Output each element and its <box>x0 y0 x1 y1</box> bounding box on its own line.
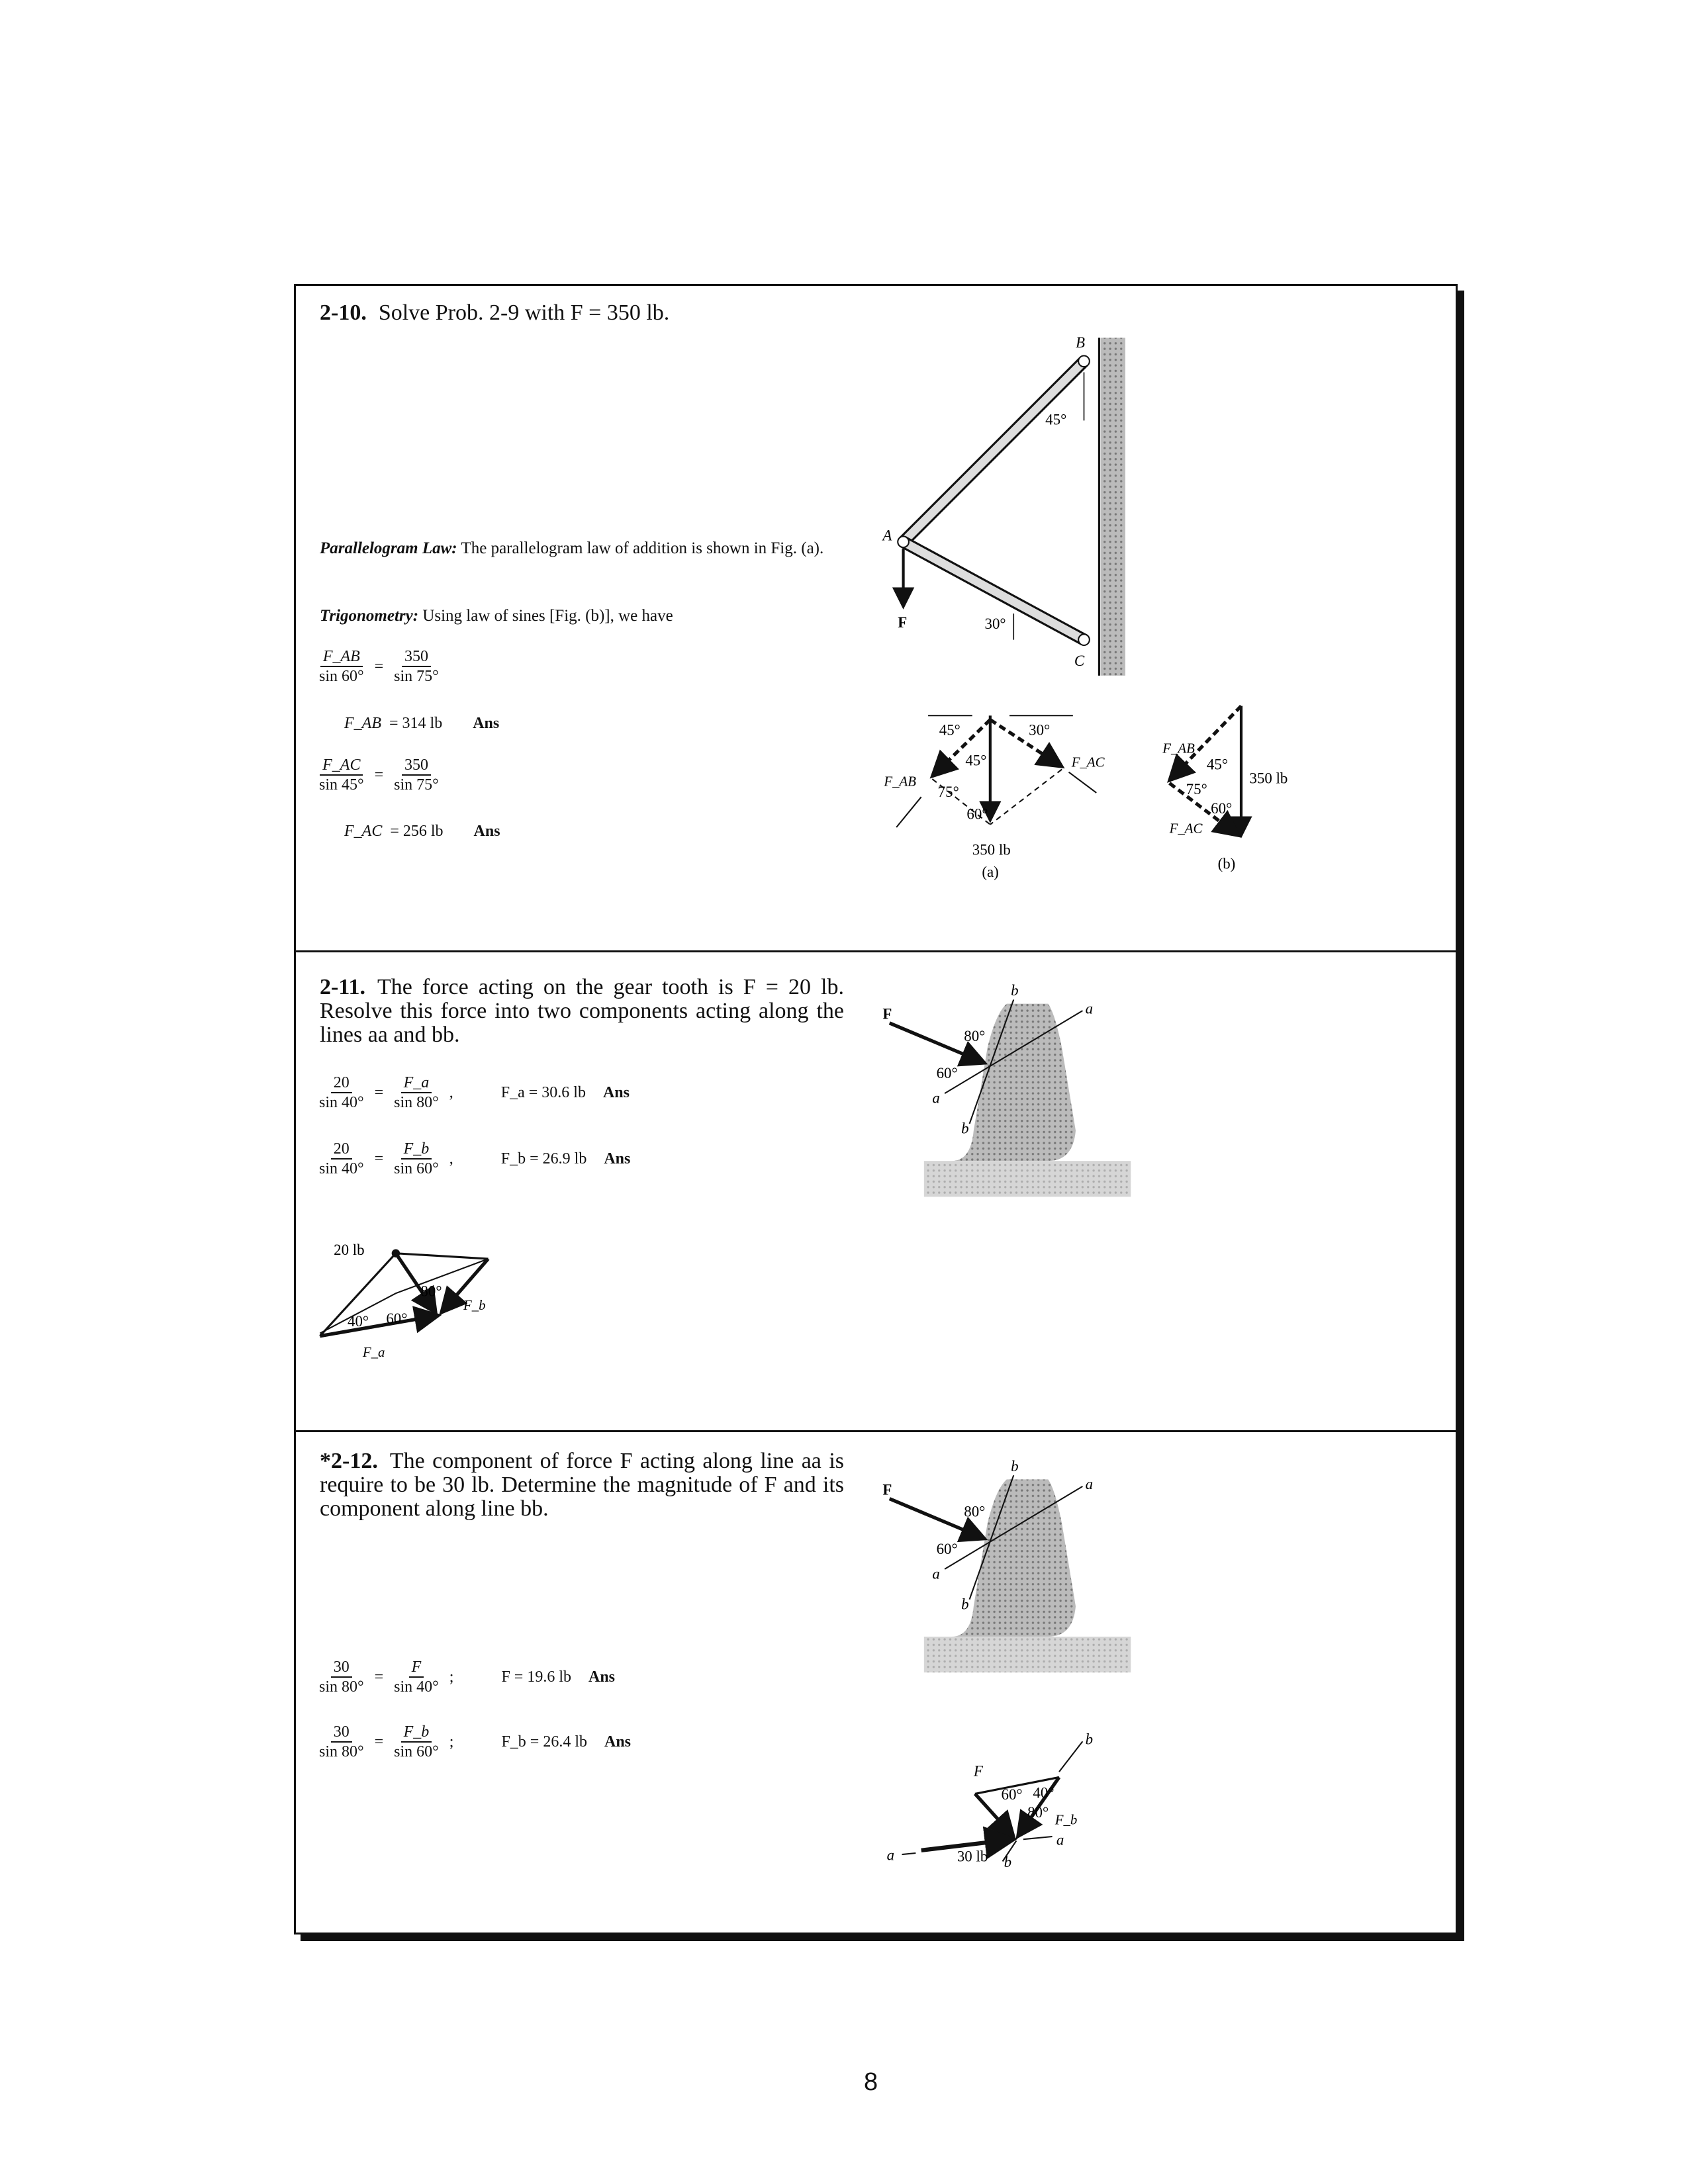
numerator: F_AC <box>320 756 363 776</box>
label-a: a <box>1056 1831 1064 1848</box>
label-load: 20 lb <box>334 1241 365 1258</box>
figure-a-parallelogram <box>883 715 1105 880</box>
angle-45: 45° <box>1045 411 1067 428</box>
result: F_b = 26.9 lb <box>500 1150 587 1167</box>
wall <box>1101 338 1126 675</box>
label-fab: F_AB <box>884 773 917 790</box>
denominator: sin 60° <box>319 668 364 685</box>
problem-number: *2-12. <box>320 1449 378 1473</box>
denominator: sin 75° <box>394 776 439 794</box>
numerator: F_b <box>401 1140 432 1160</box>
equation-fab: $\frac{F\_AB}{\sin 60^\circ}$ = $\frac{350}{\sin 75^\circ}$ <box>316 647 442 686</box>
gear-tooth-figure-212 <box>882 1458 1131 1672</box>
pin-c <box>1078 634 1090 645</box>
label-load: 350 lb <box>1249 770 1288 787</box>
angle-label: 75° <box>1186 781 1207 797</box>
heading: Parallelogram Law: <box>320 539 457 557</box>
angle-label: 45° <box>939 721 961 739</box>
lhs: F_AB <box>344 715 381 732</box>
ans-label: Ans <box>604 1733 632 1751</box>
force-parallelogram-211 <box>320 1242 488 1360</box>
angle-label: 80° <box>1027 1803 1049 1821</box>
ans-label: Ans <box>602 1083 630 1101</box>
label-b: b <box>1085 1731 1094 1748</box>
label-b: b <box>1011 1457 1019 1475</box>
label-b: b <box>961 1596 969 1613</box>
label-b: b <box>961 1120 969 1137</box>
gear-tooth <box>924 1004 1076 1161</box>
angle-30: 30° <box>984 615 1006 632</box>
gear-tooth <box>924 1479 1076 1637</box>
denominator: sin 40° <box>319 1160 364 1177</box>
heading: Trigonometry: <box>320 607 419 625</box>
angle-label: 60° <box>936 1540 958 1557</box>
numerator: F_a <box>401 1073 432 1093</box>
problem-number: 2-11. <box>320 975 365 999</box>
label-a: a <box>932 1089 940 1107</box>
numerator: 30 <box>331 1723 352 1743</box>
denominator: sin 80° <box>319 1678 364 1696</box>
label-a: a <box>1085 1000 1094 1017</box>
label-a: a <box>886 1846 895 1864</box>
numerator: F <box>409 1658 424 1678</box>
denominator: sin 80° <box>319 1743 364 1760</box>
caption: (a) <box>982 864 999 880</box>
angle-label: 80° <box>420 1283 442 1300</box>
label-fb: F_b <box>463 1297 486 1314</box>
ans-label: Ans <box>588 1668 616 1686</box>
label-load: 350 lb <box>972 841 1011 858</box>
label-f: F <box>882 1005 892 1023</box>
angle-label: 80° <box>964 1503 986 1520</box>
ans-label: Ans <box>473 715 500 732</box>
denominator: sin 40° <box>319 1094 364 1111</box>
ans-label: Ans <box>604 1150 631 1167</box>
result: F_a = 30.6 lb <box>500 1083 586 1101</box>
equation-fb: $\frac{20}{\sin 40^\circ}$ = $\frac{F\_b}{\sin 60^\circ}$ , F_b = 26.9 lb Ans <box>316 1140 630 1178</box>
label-f: F <box>973 1762 983 1780</box>
numerator: F_AB <box>320 647 363 667</box>
label-b: B <box>1076 334 1085 351</box>
rhs: = 256 lb <box>390 823 444 840</box>
angle-label: 60° <box>1001 1786 1023 1803</box>
label-b: b <box>1011 982 1019 999</box>
pin-a <box>898 536 909 547</box>
denominator: sin 45° <box>319 776 364 794</box>
numerator: 350 <box>402 756 431 776</box>
angle-label: 75° <box>937 784 959 801</box>
statement-text: Solve Prob. 2-9 with F = 350 lb. <box>378 300 670 325</box>
denominator: sin 40° <box>394 1678 439 1696</box>
denominator: sin 75° <box>394 668 439 685</box>
equation-fac: $\frac{F\_AC}{\sin 45^\circ}$ = $\frac{350}{\sin 75^\circ}$ <box>316 756 442 794</box>
label-a: a <box>1085 1476 1094 1492</box>
angle-label: 30° <box>1029 721 1051 739</box>
statement-text: The force acting on the gear tooth is F = 20 lb. Resolve this force into two components acting along the lines aa and bb. <box>320 975 844 1047</box>
label-f: F <box>898 614 908 631</box>
angle-label: 60° <box>386 1310 408 1327</box>
label-fa: F_a <box>362 1344 385 1360</box>
label-b: b <box>1004 1853 1012 1870</box>
body: The parallelogram law of addition is shown in Fig. (a). <box>461 539 824 557</box>
label-fac: F_AC <box>1169 820 1203 837</box>
numerator: 20 <box>331 1073 352 1093</box>
angle-label: 45° <box>1206 756 1228 773</box>
problem-number: 2-10. <box>320 300 367 325</box>
label-fac: F_AC <box>1071 754 1105 770</box>
label-fab: F_AB <box>1162 740 1195 756</box>
ans-label: Ans <box>473 823 500 840</box>
angle-label: 45° <box>965 752 987 769</box>
numerator: F_b <box>401 1723 432 1743</box>
angle-label: 60° <box>1211 800 1233 817</box>
lhs: F_AC <box>344 823 383 840</box>
numerator: 30 <box>331 1658 352 1678</box>
label-fb: F_b <box>1055 1811 1078 1828</box>
label-f: F <box>882 1481 892 1498</box>
result: F_b = 26.4 lb <box>501 1733 587 1751</box>
angle-label: 40° <box>1033 1784 1055 1801</box>
pin-b <box>1078 356 1090 367</box>
denominator: sin 80° <box>394 1094 439 1111</box>
figure-b-triangle <box>1162 706 1288 872</box>
angle-label: 60° <box>966 805 988 823</box>
label-a: A <box>882 527 892 544</box>
angle-label: 60° <box>936 1065 958 1082</box>
label-a: a <box>932 1565 940 1582</box>
equation-fb-2: $\frac{30}{\sin 80^\circ}$ = $\frac{F\_b}{\sin 60^\circ}$ ; F_b = 26.4 lb Ans <box>316 1723 631 1761</box>
denominator: sin 60° <box>394 1160 439 1177</box>
truss-figure <box>881 334 1125 676</box>
numerator: 20 <box>331 1140 352 1160</box>
denominator: sin 60° <box>394 1743 439 1760</box>
gear-tooth-figure-211 <box>882 982 1131 1197</box>
result: F = 19.6 lb <box>501 1668 571 1686</box>
numerator: 350 <box>402 647 431 667</box>
equation-f: $\frac{30}{\sin 80^\circ}$ = $\frac{F}{\sin 40^\circ}$ ; F = 19.6 lb Ans <box>316 1658 615 1696</box>
angle-label: 80° <box>964 1027 986 1044</box>
page-number: 8 <box>864 2068 878 2096</box>
caption: (b) <box>1217 855 1236 872</box>
equation-fa: $\frac{20}{\sin 40^\circ}$ = $\frac{F\_a}{\sin 80^\circ}$ , F_a = 30.6 lb Ans <box>316 1073 630 1112</box>
rhs: = 314 lb <box>389 715 443 732</box>
body: Using law of sines [Fig. (b)], we have <box>422 607 673 625</box>
angle-label: 40° <box>348 1313 369 1330</box>
statement-text: The component of force F acting along line aa is require to be 30 lb. Determine the magnitude of F and its component along line bb. <box>320 1449 844 1521</box>
label-c: C <box>1074 653 1085 670</box>
label-load: 30 lb <box>957 1848 988 1865</box>
force-triangle-212 <box>887 1731 1093 1870</box>
